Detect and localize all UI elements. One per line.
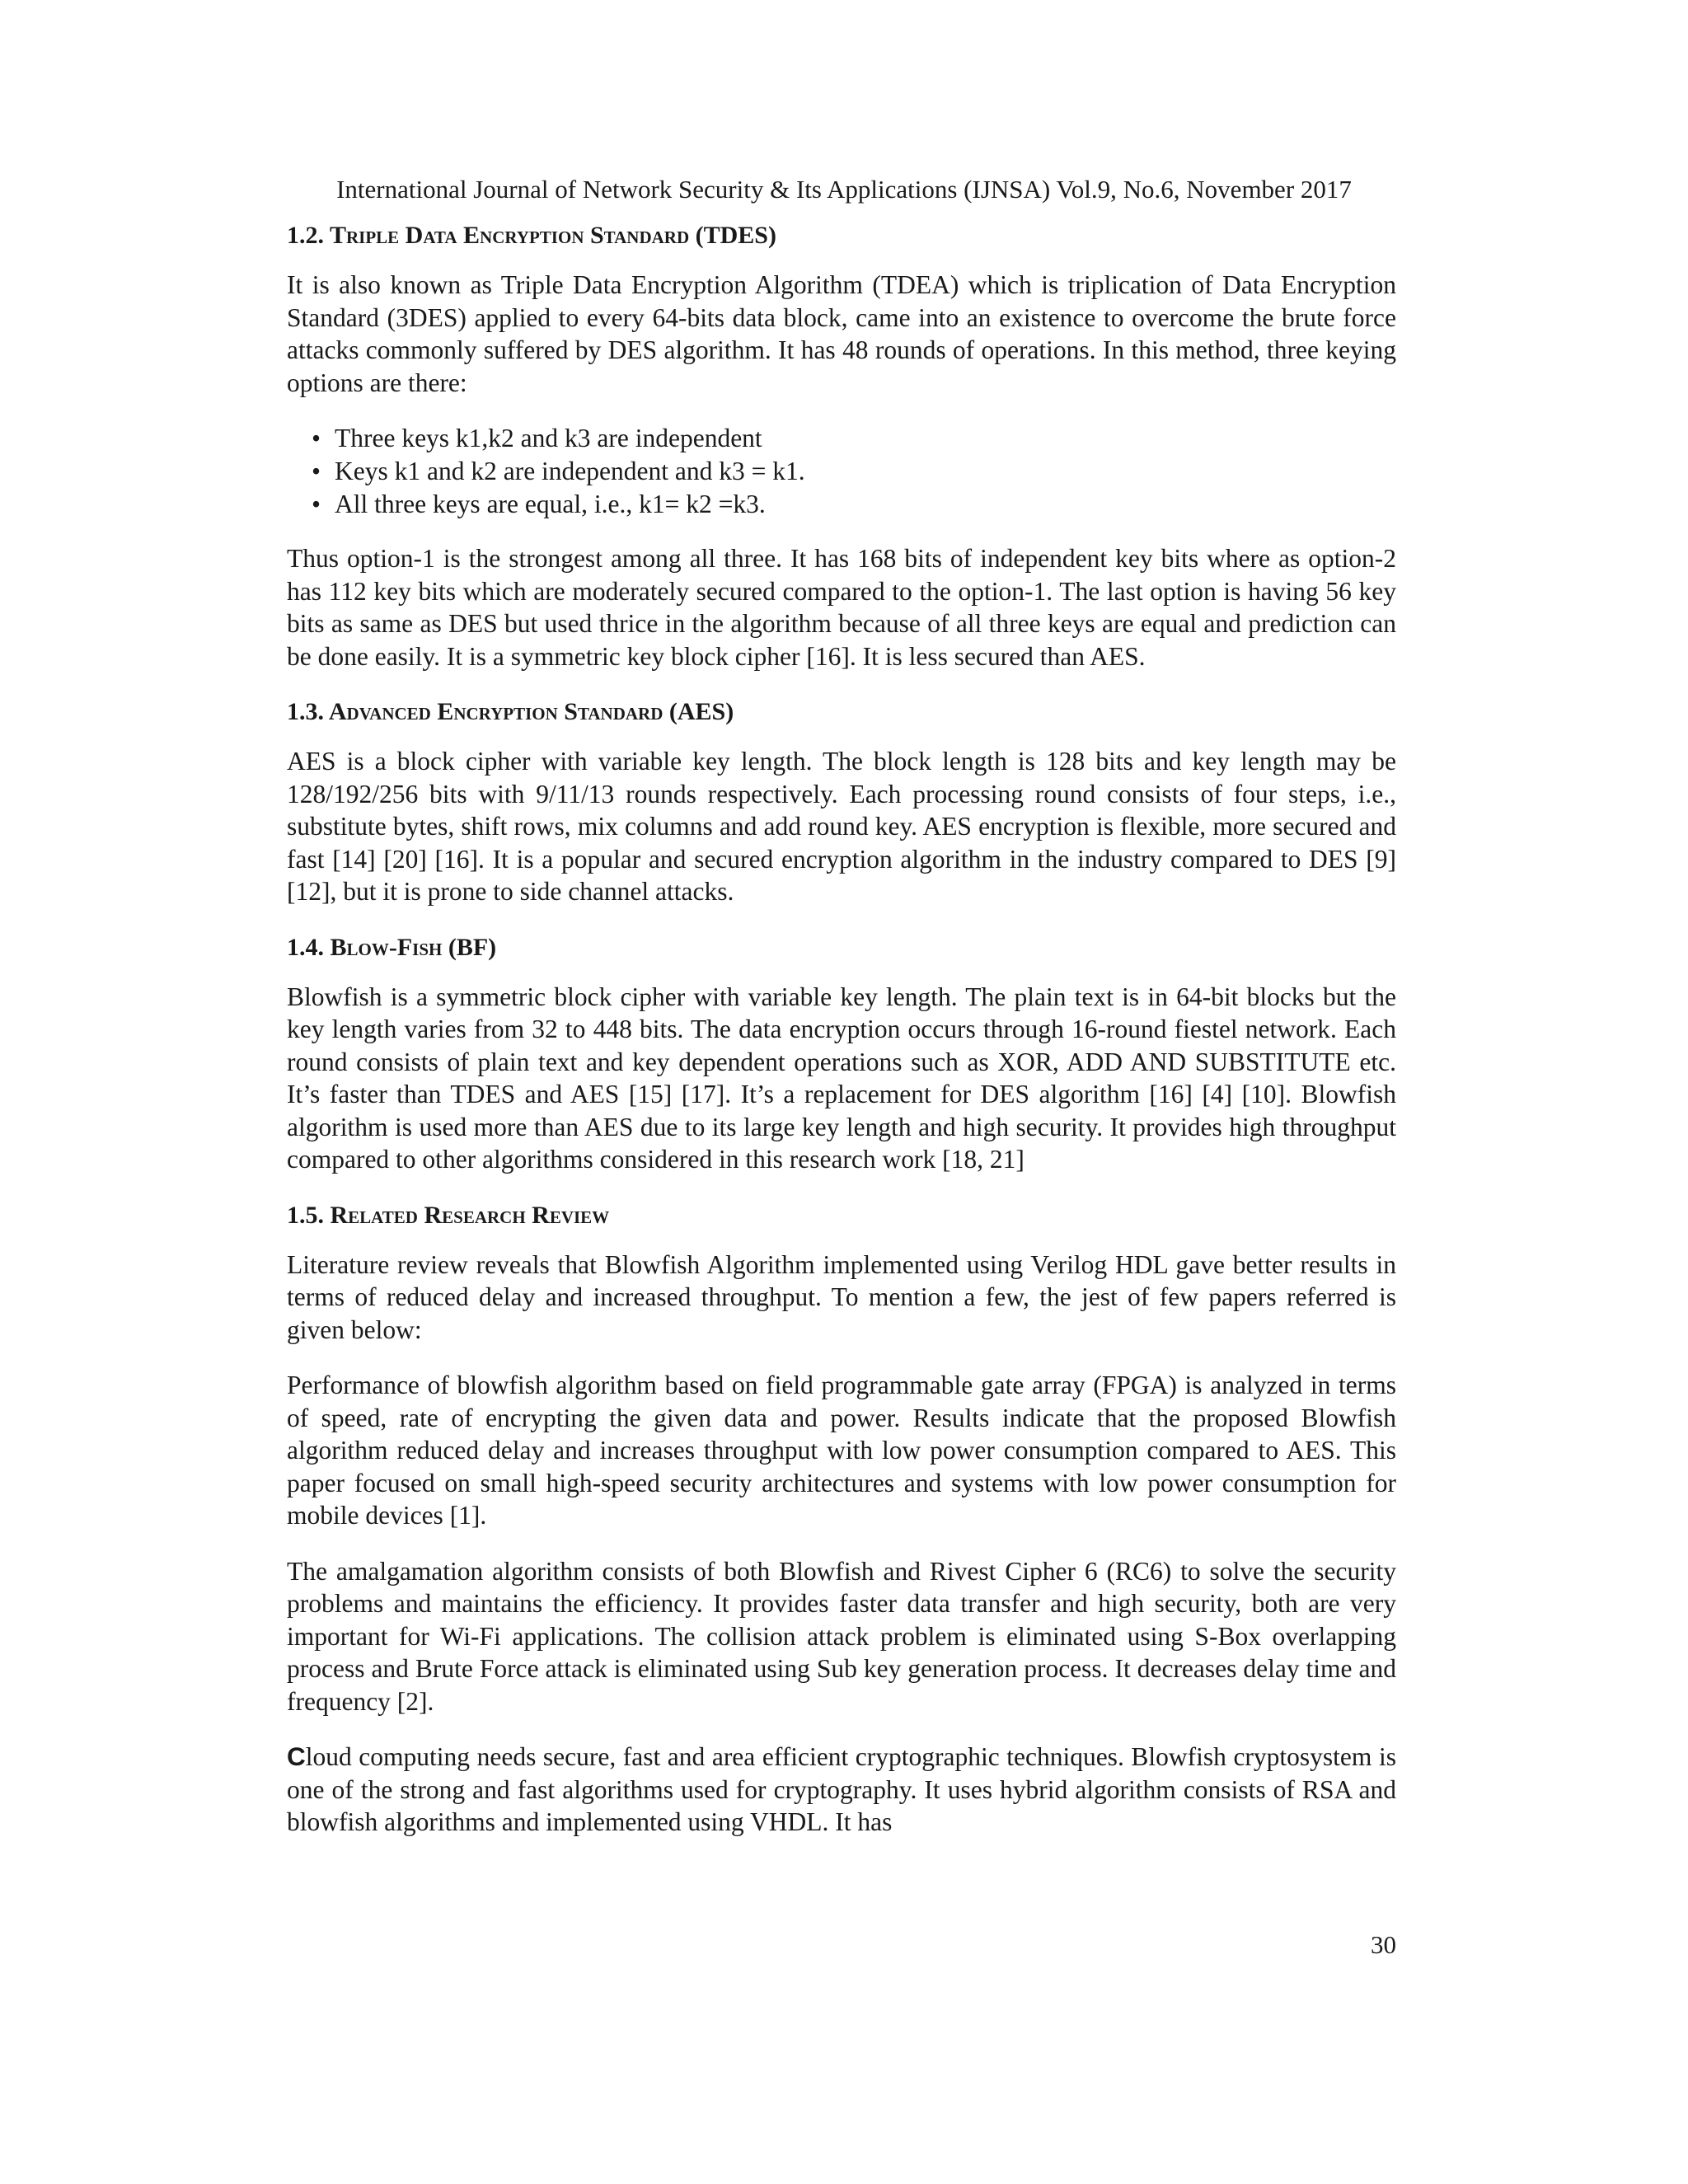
section-title: Advanced Encryption Standard (AES) (328, 698, 734, 725)
bullet-icon: • (312, 457, 321, 485)
review-paragraph-4 (287, 1741, 1396, 1839)
keying-options-list (287, 422, 1396, 521)
bullet-icon: • (312, 490, 321, 518)
section-number: 1.2. (287, 222, 324, 249)
running-header: International Journal of Network Security & Its Applications (IJNSA) Vol.9, No.6, November 2017 (336, 175, 1352, 204)
section-title: Triple Data Encryption Standard (TDES) (329, 222, 776, 249)
section-number: 1.4. (287, 933, 324, 961)
section-title: Related Research Review (330, 1201, 610, 1229)
aes-paragraph: AES is a block cipher with variable key length. The block length is 128 bits and key length may be 128/192/256 bits with 9/11/13 rounds respectively. Each processing round consists of four steps, i.e., substitute bytes, shift rows, mix columns and add round key. AES encryption is flexible, more secured and fast [14] [20] [16]. It is a popular and secured encryption algorithm in the industry compared to DES [9] [12], but it is prone to side channel attacks. (287, 747, 1396, 906)
list-item (312, 488, 1396, 521)
section-title: Blow-Fish (BF) (330, 933, 497, 961)
tdes-intro-paragraph: It is also known as Triple Data Encryption Algorithm (TDEA) which is triplication of Data Encryption Standard (3DES) applied to every 64-bits data block, came into an existence to overcome the brute force attacks commonly suffered by DES algorithm. It has 48 rounds of operations. In this method, three keying options are there: (287, 270, 1396, 397)
list-item (312, 455, 1396, 488)
blowfish-paragraph: Blowfish is a symmetric block cipher with variable key length. The plain text is in 64-bit blocks but the key length varies from 32 to 448 bits. The data encryption occurs through 16-round fiestel network. Each round consists of plain text and key dependent operations such as XOR, ADD AND SUBSTITUTE etc. It’s faster than TDES and AES [15] [17]. It’s a replacement for DES algorithm [16] [4] [10]. Blowfish algorithm is used more than AES due to its large key length and high security. It provides high throughput compared to other algorithms considered in this research work [18, 21] (287, 982, 1396, 1174)
review-paragraph-1: Literature review reveals that Blowfish Algorithm implemented using Verilog HDL gave better results in terms of reduced delay and increased throughput. To mention a few, the jest of few papers referred is given below: (287, 1249, 1396, 1344)
paragraph-first-letter: C (287, 1741, 306, 1771)
page-number: 30 (1371, 1930, 1396, 1959)
tdes-options-paragraph: Thus option-1 is the strongest among all three. It has 168 bits of independent key bits where as option-2 has 112 key bits which are moderately secured compared to the option-1. The last option is having 56 key bits as same as DES but used thrice in the algorithm because of all three keys are equal and prediction can be done easily. It is a symmetric key block cipher [16]. It is less secured than AES. (287, 544, 1396, 671)
body-column (287, 219, 1396, 1862)
section-heading-aes (287, 696, 1396, 729)
section-number: 1.5. (287, 1201, 324, 1229)
list-item (312, 422, 1396, 455)
list-item-text: All three keys are equal, i.e., k1= k2 =k3. (335, 490, 766, 518)
section-number: 1.3. (287, 698, 324, 725)
list-item-text: Three keys k1,k2 and k3 are independent (335, 424, 762, 452)
list-item-text: Keys k1 and k2 are independent and k3 = k1. (335, 457, 805, 485)
section-heading-review (287, 1199, 1396, 1232)
review-paragraph-3: The amalgamation algorithm consists of both Blowfish and Rivest Cipher 6 (RC6) to solve the security problems and maintains the efficiency. It provides faster data transfer and high security, both are very important for Wi-Fi applications. The collision attack problem is eliminated using S-Box overlapping process and Brute Force attack is eliminated using Sub key generation process. It decreases delay time and frequency [2]. (287, 1556, 1396, 1716)
paragraph-text: loud computing needs secure, fast and area efficient cryptographic techniques. Blowfish cryptosystem is one of the strong and fast algorithms used for cryptography. It uses hybrid algorithm consists of RSA and blowfish algorithms and implemented using VHDL. It has (287, 1742, 1396, 1836)
bullet-icon: • (312, 424, 321, 452)
section-heading-tdes (287, 219, 1396, 252)
section-heading-blowfish (287, 931, 1396, 964)
review-paragraph-2: Performance of blowfish algorithm based on field programmable gate array (FPGA) is analyzed in terms of speed, rate of encrypting the given data and power. Results indicate that the proposed Blowfish algorithm reduced delay and increases throughput with low power consumption compared to AES. This paper focused on small high-speed security architectures and systems with low power consumption for mobile devices [1]. (287, 1371, 1396, 1530)
